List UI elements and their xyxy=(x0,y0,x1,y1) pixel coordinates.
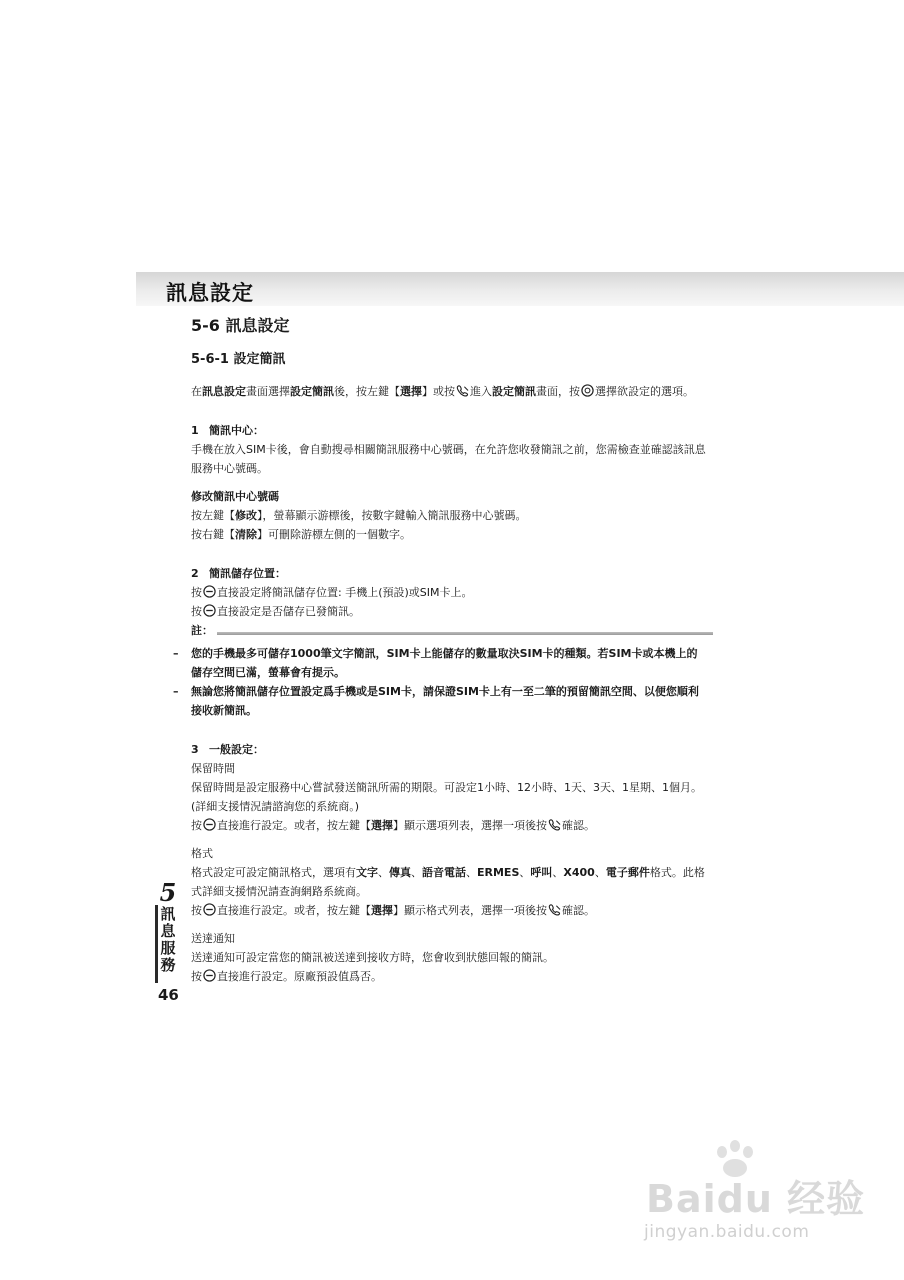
format-text: 格式設定可設定簡訊格式，選項有文字、傳真、語音電話、ERMES、呼叫、X400、電子郵件格式。此格式詳細支援情況請查詢網路系統商。 xyxy=(191,866,705,898)
note-label: 註： xyxy=(191,624,213,637)
chapter-tab xyxy=(155,880,181,974)
retention-instruction: 按 直接進行設定。或者，按左鍵【選擇】顯示選項列表，選擇一項後按 確認。 xyxy=(191,819,595,832)
call-key-icon xyxy=(456,384,469,397)
format-instruction: 按 直接進行設定。或者，按左鍵【選擇】顯示格式列表，選擇一項後按 確認。 xyxy=(191,904,595,917)
chapter-number: 5 xyxy=(159,878,177,907)
baidu-watermark xyxy=(640,1140,870,1250)
item2-line1: 按 直接設定將簡訊儲存位置: 手機上(預設)或SIM卡上。 xyxy=(191,586,473,599)
delivery-instruction: 按 直接進行設定。原廠預設值爲否。 xyxy=(191,970,382,983)
side-key-icon xyxy=(203,903,216,916)
item2-line2: 按 直接設定是否儲存已發簡訊。 xyxy=(191,605,360,618)
delivery-text: 送達通知可設定當您的簡訊被送達到接收方時，您會收到狀態回報的簡訊。 xyxy=(191,951,554,964)
note-divider xyxy=(217,632,713,635)
chapter-label-char: 務 xyxy=(160,956,176,974)
page-number: 46 xyxy=(158,986,179,1004)
item2-heading: 2 簡訊儲存位置： xyxy=(191,567,286,580)
item1-edit-line2: 按右鍵【清除】可刪除游標左側的一個數字。 xyxy=(191,528,411,541)
note-item: – 您的手機最多可儲存1000筆文字簡訊，SIM卡上能儲存的數量取決SIM卡的種類。若SIM卡或本機上的儲存空間已滿，螢幕會有提示。 xyxy=(173,647,698,679)
item1-heading: 1 簡訊中心： xyxy=(191,424,264,437)
watermark-url: jingyan.baidu.com xyxy=(644,1222,810,1242)
item1-text: 手機在放入SIM卡後，會自動搜尋相關簡訊服務中心號碼，在允許您收發簡訊之前，您需檢查並確認該訊息服務中心號碼。 xyxy=(191,443,706,475)
watermark-brand: Baidu 经验 xyxy=(646,1177,866,1221)
section-title: 5-6 訊息設定 xyxy=(191,316,290,335)
chapter-header-band xyxy=(136,272,904,306)
retention-text: 保留時間是設定服務中心嘗試發送簡訊所需的期限。可設定1小時、12小時、1天、3天、1星期、1個月。(詳細支援情況請諮詢您的系統商。) xyxy=(191,781,702,813)
side-key-icon xyxy=(203,585,216,598)
note-item: – 無論您將簡訊儲存位置設定爲手機或是SIM卡，請保證SIM卡上有一至二筆的預留簡訊空間、以便您順利接收新簡訊。 xyxy=(173,685,699,717)
subsection-title: 5-6-1 設定簡訊 xyxy=(191,352,286,367)
side-key-icon xyxy=(203,818,216,831)
call-key-icon xyxy=(548,818,561,831)
chapter-label-char: 訊 xyxy=(160,905,176,923)
delivery-title: 送達通知 xyxy=(191,932,235,945)
note-header xyxy=(191,623,713,639)
retention-title: 保留時間 xyxy=(191,762,235,775)
side-key-icon xyxy=(203,604,216,617)
chapter-label-char: 服 xyxy=(160,939,176,957)
chapter-header-title: 訊息設定 xyxy=(166,281,254,305)
item1-edit-line1: 按左鍵【修改】，螢幕顯示游標後，按數字鍵輸入簡訊服務中心號碼。 xyxy=(191,509,527,522)
chapter-label-char: 息 xyxy=(160,922,176,940)
intro-paragraph: 在訊息設定畫面選擇設定簡訊後，按左鍵【選擇】或按 進入設定簡訊畫面，按 選擇欲設定的選項。 xyxy=(191,385,694,398)
item1-edit-title: 修改簡訊中心號碼 xyxy=(191,490,279,503)
call-key-icon xyxy=(548,903,561,916)
note-list xyxy=(171,644,699,720)
format-title: 格式 xyxy=(191,847,213,860)
side-key-icon xyxy=(203,969,216,982)
content xyxy=(173,314,713,986)
nav-key-icon xyxy=(581,384,594,397)
item3-heading: 3 一般設定： xyxy=(191,743,264,756)
